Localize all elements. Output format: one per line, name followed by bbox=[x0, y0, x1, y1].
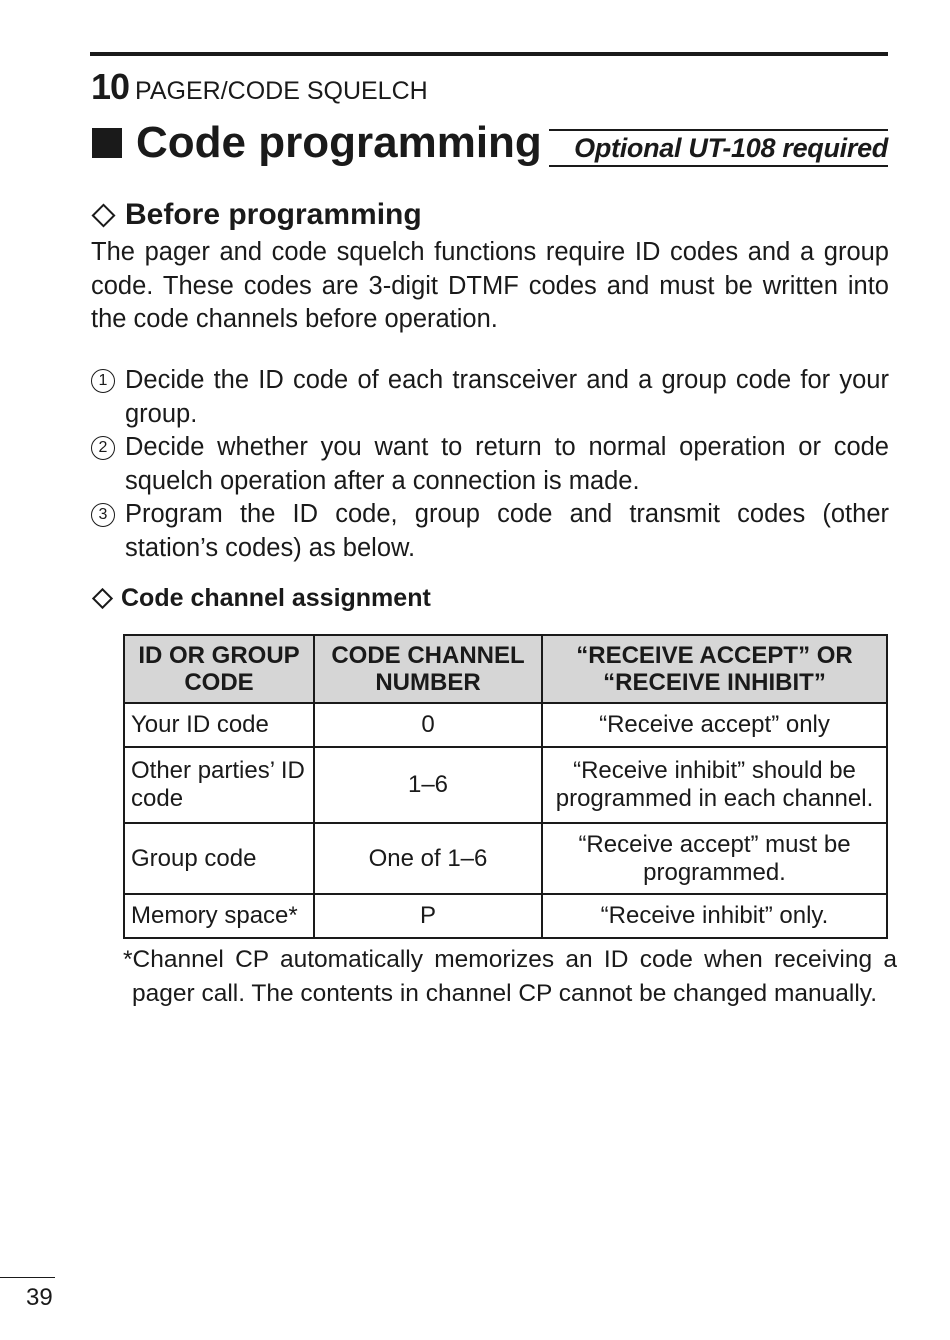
intro-paragraph: The pager and code squelch functions require ID codes and a group code. These codes are 3-digit DTMF codes and must be written into the code channels before operation. bbox=[91, 238, 889, 333]
table-row bbox=[124, 703, 887, 747]
code-channel-assignment-heading-text: Code channel assignment bbox=[121, 584, 431, 612]
step-text: Decide the ID code of each transceiver and a group code for your group. bbox=[125, 366, 889, 428]
table-header-row bbox=[124, 635, 887, 703]
table-footnote: *Channel CP automatically memorizes an ID code when receiving a pager call. The contents in channel CP cannot be changed manually. bbox=[123, 946, 897, 1007]
table-cell: 1–6 bbox=[314, 747, 542, 823]
diamond-bullet-icon bbox=[91, 203, 115, 227]
optional-requirement-note: Optional UT-108 required bbox=[549, 129, 888, 167]
table-cell: One of 1–6 bbox=[314, 823, 542, 894]
table-row bbox=[124, 823, 887, 894]
page-number: 39 bbox=[26, 1284, 53, 1311]
step-item bbox=[91, 498, 889, 565]
before-programming-heading bbox=[91, 198, 422, 232]
code-channel-assignment-heading bbox=[91, 584, 431, 613]
step-text: Decide whether you want to return to normal operation or code squelch operation after a connection is made. bbox=[125, 433, 889, 495]
column-header-code-channel-number: CODE CHANNEL NUMBER bbox=[314, 635, 542, 703]
table-cell: Your ID code bbox=[124, 703, 314, 747]
step-text: Program the ID code, group code and transmit codes (other station’s codes) as below. bbox=[125, 500, 889, 562]
steps-list bbox=[91, 364, 889, 565]
section-title-text: Code programming bbox=[136, 118, 542, 167]
table-cell: P bbox=[314, 894, 542, 938]
step-number: 1 bbox=[91, 369, 115, 393]
code-channel-table bbox=[123, 634, 888, 939]
table-cell: “Receive accept” must be programmed. bbox=[542, 823, 887, 894]
table-cell: Other parties’ ID code bbox=[124, 747, 314, 823]
table-cell: Group code bbox=[124, 823, 314, 894]
step-item bbox=[91, 431, 889, 498]
square-bullet-icon bbox=[92, 128, 122, 158]
table-cell: “Receive inhibit” should be programmed in each channel. bbox=[542, 747, 887, 823]
column-header-id-or-group-code: ID OR GROUP CODE bbox=[124, 635, 314, 703]
chapter-title: PAGER/CODE SQUELCH bbox=[135, 77, 428, 105]
before-programming-heading-text: Before programming bbox=[125, 198, 422, 231]
table-cell: Memory space* bbox=[124, 894, 314, 938]
table-row bbox=[124, 894, 887, 938]
table-cell: “Receive inhibit” only. bbox=[542, 894, 887, 938]
chapter-header bbox=[91, 66, 428, 108]
column-header-receive-accept-inhibit: “RECEIVE ACCEPT” OR “RECEIVE INHIBIT” bbox=[542, 635, 887, 703]
diamond-bullet-icon bbox=[92, 588, 113, 609]
step-number: 2 bbox=[91, 436, 115, 460]
step-item bbox=[91, 364, 889, 431]
chapter-number: 10 bbox=[91, 66, 130, 107]
table-cell: 0 bbox=[314, 703, 542, 747]
step-number: 3 bbox=[91, 503, 115, 527]
table-cell: “Receive accept” only bbox=[542, 703, 887, 747]
footer-rule bbox=[0, 1277, 55, 1278]
top-rule bbox=[90, 52, 888, 56]
table-row bbox=[124, 747, 887, 823]
section-title bbox=[92, 118, 542, 168]
